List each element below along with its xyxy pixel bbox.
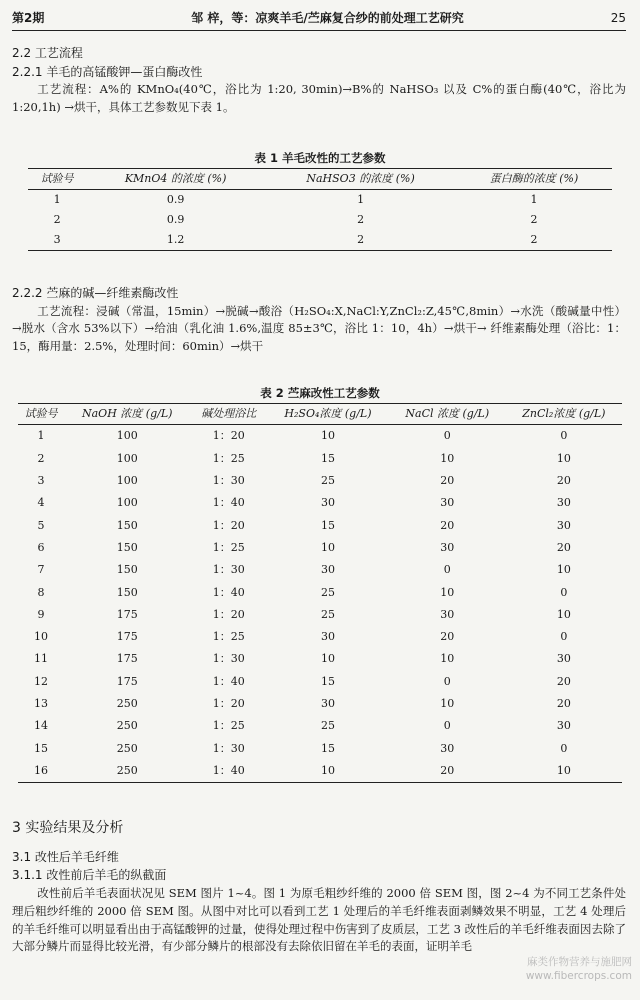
table-row [18, 603, 622, 625]
table-cell: 10 [440, 652, 455, 666]
table-header-row [28, 168, 612, 189]
table-cell: 100 [116, 474, 138, 488]
paragraph-2-2-1: 工艺流程：A%的 KMnO₄(40℃，浴比为 1:20, 30min)→B%的 NaHSO₃ 以及 C%的蛋白酶(40℃，浴比为 1:20,1h) →烘干，具体工艺参数见下表 1。 [12, 82, 626, 114]
table-cell: 10 [556, 563, 571, 577]
table-1-caption: 表 1 羊毛改性的工艺参数 [254, 151, 386, 165]
table-cell: 30 [556, 496, 571, 510]
table-cell: 10 [440, 697, 455, 710]
table-row [18, 514, 622, 536]
table-row [28, 210, 612, 230]
table-1 [28, 168, 612, 251]
section-heading-2-2: 2.2 工艺流程 [12, 46, 83, 60]
table-cell: 100 [116, 451, 138, 465]
table-header-cell: NaHSO3 的浓度 (%) [306, 172, 415, 186]
table-1-block [28, 150, 612, 251]
table-row [18, 625, 622, 647]
table-cell: 1 [37, 429, 45, 443]
table-cell: 1：30 [212, 563, 245, 577]
table-cell: 1：25 [212, 719, 245, 733]
table-cell: 14 [34, 719, 49, 733]
table-cell: 10 [320, 652, 335, 666]
table-cell: 10 [320, 763, 335, 777]
table-cell: 1 [53, 193, 61, 207]
table-header-cell: 试验号 [40, 172, 74, 186]
table-cell: 10 [320, 429, 335, 443]
table-cell: 100 [116, 429, 138, 443]
table-cell: 0 [443, 563, 451, 577]
table-cell: 1.2 [166, 233, 185, 247]
table-row [18, 737, 622, 759]
table-cell: 250 [116, 719, 138, 733]
table-cell: 20 [556, 474, 571, 488]
table-cell: 1：40 [212, 763, 245, 777]
table-cell: 150 [116, 563, 138, 577]
table-cell: 30 [320, 697, 335, 710]
table-cell: 1：20 [212, 518, 245, 532]
table-cell: 250 [116, 697, 138, 710]
table-cell: 20 [556, 540, 571, 554]
table-2 [18, 403, 622, 783]
table-cell: 0 [560, 741, 568, 755]
table-header-cell: 蛋白酶的浓度 (%) [489, 172, 579, 186]
table-cell: 0.9 [166, 213, 185, 227]
table-cell: 1：25 [212, 451, 245, 465]
table-cell: 30 [556, 652, 571, 666]
table-cell: 1：20 [212, 607, 245, 621]
table-row [18, 536, 622, 558]
table-cell: 25 [320, 585, 335, 599]
section-2-2-2 [12, 284, 626, 356]
table-cell: 0 [443, 674, 451, 688]
table-cell: 5 [37, 518, 45, 532]
table-header-cell: 试验号 [24, 407, 58, 421]
table-cell: 6 [37, 540, 45, 554]
header-rule [12, 30, 626, 31]
table-row [18, 469, 622, 491]
table-cell: 7 [37, 563, 45, 577]
table-cell: 2 [357, 213, 365, 227]
table-cell: 15 [34, 741, 49, 755]
table-cell: 30 [440, 540, 455, 554]
table-cell: 20 [556, 697, 571, 710]
watermark-line: 麻类作物营养与施肥网 [527, 956, 632, 968]
table-row [18, 581, 622, 603]
running-title: 邹 梓，等：凉爽羊毛/苎麻复合纱的前处理工艺研究 [191, 10, 464, 25]
table-cell: 20 [440, 630, 455, 644]
table-cell: 10 [440, 585, 455, 599]
table-cell: 2 [530, 233, 538, 247]
table-cell: 2 [357, 233, 365, 247]
table-cell: 1：30 [212, 741, 245, 755]
table-cell: 15 [320, 674, 335, 688]
table-cell: 250 [116, 763, 138, 777]
table-cell: 8 [37, 585, 45, 599]
table-cell: 15 [320, 451, 335, 465]
table-cell: 0 [560, 630, 568, 644]
table-cell: 175 [116, 630, 138, 644]
table-cell: 30 [440, 607, 455, 621]
table-cell: 100 [116, 496, 138, 510]
table-cell: 15 [320, 741, 335, 755]
table-cell: 20 [556, 674, 571, 688]
table-cell: 150 [116, 518, 138, 532]
table-cell: 1 [530, 193, 538, 207]
issue-number: 第2期 [12, 10, 45, 25]
table-row [18, 759, 622, 782]
table-cell: 1：40 [212, 496, 245, 510]
table-cell: 1：30 [212, 652, 245, 666]
table-cell: 16 [34, 763, 49, 777]
table-cell: 9 [37, 607, 45, 621]
table-cell: 30 [440, 496, 455, 510]
table-cell: 20 [440, 518, 455, 532]
table-cell: 1：40 [212, 585, 245, 599]
table-cell: 10 [440, 451, 455, 465]
table-cell: 0 [443, 429, 451, 443]
table-row [18, 670, 622, 692]
table-cell: 2 [37, 451, 45, 465]
table-header-cell: NaOH 浓度 (g/L) [82, 407, 173, 421]
table-cell: 175 [116, 674, 138, 688]
table-row [18, 715, 622, 737]
table-cell: 175 [116, 652, 138, 666]
table-cell: 1：20 [212, 429, 245, 443]
table-header-cell: ZnCl₂浓度 (g/L) [522, 407, 606, 421]
table-cell: 1：25 [212, 540, 245, 554]
table-cell: 2 [53, 213, 61, 227]
subsection-heading-3-1: 3.1 改性后羊毛纤维 [12, 849, 119, 864]
section-heading-3: 3 实验结果及分析 [12, 820, 124, 836]
table-row [18, 559, 622, 581]
table-cell: 12 [34, 674, 49, 688]
table-cell: 1 [357, 193, 365, 207]
watermark-line: www.fibercrops.com [525, 970, 632, 983]
table-cell: 10 [556, 607, 571, 621]
subsection-heading-2-2-2: 2.2.2 苎麻的碱—纤维素酶改性 [12, 286, 179, 300]
table-cell: 1：40 [212, 674, 245, 688]
table-cell: 11 [34, 652, 49, 666]
table-cell: 250 [116, 741, 138, 755]
page-number: 25 [610, 10, 626, 25]
table-cell: 25 [320, 607, 335, 621]
table-cell: 0 [560, 429, 568, 443]
table-cell: 4 [37, 496, 45, 510]
table-cell: 30 [320, 630, 335, 644]
table-cell: 2 [530, 213, 538, 227]
subsection-heading-2-2-1: 2.2.1 羊毛的高锰酸钾—蛋白酶改性 [12, 64, 203, 79]
table-cell: 10 [556, 763, 571, 777]
table-cell: 1：25 [212, 630, 245, 644]
table-cell: 150 [116, 585, 138, 599]
table-cell: 1：20 [212, 697, 245, 710]
table-cell: 25 [320, 474, 335, 488]
table-cell: 30 [556, 518, 571, 532]
table-cell: 10 [556, 451, 571, 465]
table-row [18, 447, 622, 469]
table-cell: 30 [440, 741, 455, 755]
table-cell: 20 [440, 474, 455, 488]
paragraph-2-2-2: 工艺流程：浸碱（常温，15min）→脱碱→酸浴（H₂SO₄:X,NaCl:Y,ZnCl₂:Z,45℃,8min）→水洗（酸碱量中性）→脱水（含水 53%以下）→给油（乳化油 1.6%,温度 85±3℃，浴比 1：10，4h）→烘干→ 纤维素酶处理（浴比：1：15，酶用量：2.5%，处理时间：60min）→烘干 [12, 303, 626, 354]
table-cell: 0 [443, 719, 451, 733]
table-2-body [18, 424, 622, 782]
table-row [18, 692, 622, 714]
table-cell: 30 [320, 563, 335, 577]
table-header-row [18, 403, 622, 424]
table-cell: 0.9 [166, 193, 185, 207]
section-2-2 [12, 44, 626, 117]
table-2-caption: 表 2 苎麻改性工艺参数 [260, 386, 380, 400]
table-row [28, 189, 612, 210]
section-3 [12, 818, 626, 956]
table-cell: 10 [320, 540, 335, 554]
table-cell: 0 [560, 585, 568, 599]
paragraph-3-1-1: 改性前后羊毛表面状况见 SEM 图片 1~4。图 1 为原毛粗纱纤维的 2000 倍 SEM 图，图 2~4 为不同工艺条件处理后粗纱纤维的 2000 倍 SEM 图。从图中对比可以看到工艺 1 处理后的羊毛纤维表面剥鳞效果不明显，工艺 4 处理后的羊毛纤维可以明显看出由于高锰酸钾的过量，使得处理过程中伤害到了皮质层，工艺 3 改性后的羊毛纤维表面因去除了大部分鳞片而显得比较光滑，有少部分鳞片的根部没有去除依旧留在羊毛的表面，证明羊毛 [12, 885, 626, 954]
table-header-cell: H₂SO₄浓度 (g/L) [284, 407, 372, 421]
table-cell: 25 [320, 719, 335, 733]
table-2-block [18, 385, 622, 783]
table-cell: 20 [440, 763, 455, 777]
table-header-cell: KMnO4 的浓度 (%) [124, 172, 227, 186]
table-cell: 15 [320, 518, 335, 532]
table-cell: 150 [116, 540, 138, 554]
table-row [28, 230, 612, 251]
table-row [18, 492, 622, 514]
table-header-cell: 碱处理浴比 [201, 407, 257, 421]
table-cell: 10 [34, 630, 49, 644]
table-cell: 30 [320, 496, 335, 510]
table-row [18, 424, 622, 447]
table-cell: 30 [556, 719, 571, 733]
table-cell: 1：30 [212, 474, 245, 488]
table-cell: 3 [37, 474, 45, 488]
running-header [12, 8, 626, 28]
subsection-heading-3-1-1: 3.1.1 改性前后羊毛的纵截面 [12, 868, 167, 883]
table-header-cell: NaCl 浓度 (g/L) [405, 407, 490, 421]
table-cell: 3 [53, 233, 61, 247]
table-cell: 13 [34, 697, 49, 710]
table-cell: 175 [116, 607, 138, 621]
table-row [18, 648, 622, 670]
watermark [502, 955, 632, 983]
